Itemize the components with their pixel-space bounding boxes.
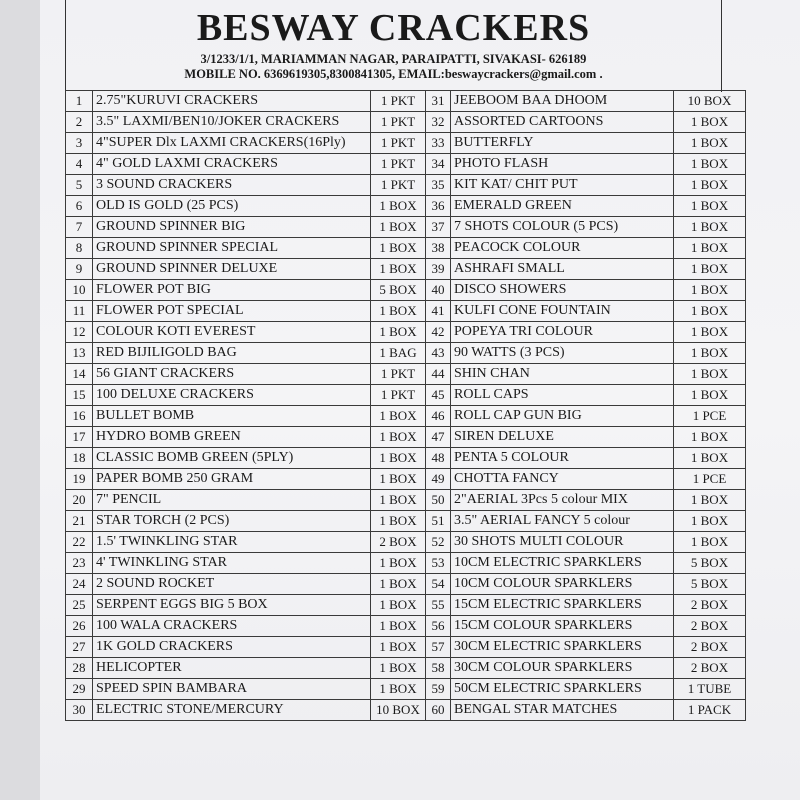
item-quantity: 2 BOX (674, 595, 746, 616)
item-name: 30CM ELECTRIC SPARKLERS (451, 637, 674, 658)
item-number: 20 (66, 490, 93, 511)
table-row (66, 553, 746, 574)
item-quantity: 1 BOX (674, 154, 746, 175)
item-quantity: 2 BOX (674, 616, 746, 637)
item-name: HYDRO BOMB GREEN (93, 427, 371, 448)
table-row (66, 511, 746, 532)
item-number: 48 (426, 448, 451, 469)
item-name: 3.5" LAXMI/BEN10/JOKER CRACKERS (93, 112, 371, 133)
item-quantity: 1 PKT (371, 154, 426, 175)
item-quantity: 1 BOX (371, 658, 426, 679)
item-quantity: 1 BOX (371, 322, 426, 343)
item-number: 54 (426, 574, 451, 595)
item-quantity: 1 BAG (371, 343, 426, 364)
item-quantity: 1 BOX (674, 238, 746, 259)
item-name: 15CM COLOUR SPARKLERS (451, 616, 674, 637)
item-number: 58 (426, 658, 451, 679)
item-quantity: 1 PKT (371, 385, 426, 406)
item-number: 25 (66, 595, 93, 616)
item-name: ROLL CAP GUN BIG (451, 406, 674, 427)
item-number: 26 (66, 616, 93, 637)
item-number: 14 (66, 364, 93, 385)
item-number: 43 (426, 343, 451, 364)
item-number: 46 (426, 406, 451, 427)
item-name: SIREN DELUXE (451, 427, 674, 448)
item-name: 7" PENCIL (93, 490, 371, 511)
table-row (66, 679, 746, 700)
item-name: PHOTO FLASH (451, 154, 674, 175)
item-number: 50 (426, 490, 451, 511)
item-number: 52 (426, 532, 451, 553)
product-table (65, 90, 746, 721)
item-quantity: 1 PKT (371, 364, 426, 385)
item-number: 57 (426, 637, 451, 658)
item-quantity: 1 BOX (371, 511, 426, 532)
item-quantity: 1 BOX (371, 238, 426, 259)
item-name: 90 WATTS (3 PCS) (451, 343, 674, 364)
table-row (66, 217, 746, 238)
item-quantity: 1 BOX (674, 385, 746, 406)
item-quantity: 1 BOX (371, 427, 426, 448)
table-row (66, 616, 746, 637)
item-quantity: 1 BOX (371, 637, 426, 658)
item-name: 3.5" AERIAL FANCY 5 colour (451, 511, 674, 532)
item-number: 7 (66, 217, 93, 238)
item-name: 10CM COLOUR SPARKLERS (451, 574, 674, 595)
item-quantity: 2 BOX (674, 637, 746, 658)
item-name: FLOWER POT SPECIAL (93, 301, 371, 322)
item-quantity: 1 BOX (674, 196, 746, 217)
item-quantity: 1 PKT (371, 91, 426, 112)
item-quantity: 1 BOX (674, 364, 746, 385)
item-number: 39 (426, 259, 451, 280)
table-row (66, 637, 746, 658)
item-name: 30 SHOTS MULTI COLOUR (451, 532, 674, 553)
item-quantity: 1 PCE (674, 406, 746, 427)
item-quantity: 1 TUBE (674, 679, 746, 700)
item-quantity: 1 PCE (674, 469, 746, 490)
item-number: 42 (426, 322, 451, 343)
item-name: 7 SHOTS COLOUR (5 PCS) (451, 217, 674, 238)
item-name: 30CM COLOUR SPARKLERS (451, 658, 674, 679)
address-line: 3/1233/1/1, MARIAMMAN NAGAR, PARAIPATTI, SIVAKASI- 626189 (200, 52, 587, 66)
item-number: 13 (66, 343, 93, 364)
table-row (66, 154, 746, 175)
item-name: 1K GOLD CRACKERS (93, 637, 371, 658)
item-name: SHIN CHAN (451, 364, 674, 385)
item-name: 2 SOUND ROCKET (93, 574, 371, 595)
table-row (66, 91, 746, 112)
table-row (66, 700, 746, 721)
item-name: PENTA 5 COLOUR (451, 448, 674, 469)
item-name: POPEYA TRI COLOUR (451, 322, 674, 343)
item-quantity: 1 BOX (371, 301, 426, 322)
item-number: 21 (66, 511, 93, 532)
item-number: 16 (66, 406, 93, 427)
item-quantity: 1 BOX (371, 217, 426, 238)
item-name: 56 GIANT CRACKERS (93, 364, 371, 385)
document-header (65, 0, 722, 92)
item-quantity: 1 BOX (371, 196, 426, 217)
item-name: BUTTERFLY (451, 133, 674, 154)
item-number: 37 (426, 217, 451, 238)
item-name: 1.5' TWINKLING STAR (93, 532, 371, 553)
item-name: PEACOCK COLOUR (451, 238, 674, 259)
item-name: ROLL CAPS (451, 385, 674, 406)
item-quantity: 1 BOX (674, 133, 746, 154)
item-quantity: 1 PKT (371, 175, 426, 196)
table-row (66, 175, 746, 196)
item-number: 5 (66, 175, 93, 196)
item-name: 2.75"KURUVI CRACKERS (93, 91, 371, 112)
item-name: HELICOPTER (93, 658, 371, 679)
item-name: GROUND SPINNER BIG (93, 217, 371, 238)
table-row (66, 406, 746, 427)
item-name: EMERALD GREEN (451, 196, 674, 217)
item-name: JEEBOOM BAA DHOOM (451, 91, 674, 112)
item-quantity: 1 BOX (674, 217, 746, 238)
table-row (66, 322, 746, 343)
item-number: 18 (66, 448, 93, 469)
table-row (66, 280, 746, 301)
table-row (66, 427, 746, 448)
item-quantity: 1 BOX (371, 595, 426, 616)
table-row (66, 343, 746, 364)
item-quantity: 1 BOX (674, 490, 746, 511)
item-number: 27 (66, 637, 93, 658)
item-number: 22 (66, 532, 93, 553)
item-number: 60 (426, 700, 451, 721)
item-name: ASHRAFI SMALL (451, 259, 674, 280)
item-name: SPEED SPIN BAMBARA (93, 679, 371, 700)
table-row (66, 448, 746, 469)
item-number: 9 (66, 259, 93, 280)
item-quantity: 1 BOX (371, 259, 426, 280)
item-quantity: 1 BOX (674, 259, 746, 280)
item-quantity: 1 BOX (371, 448, 426, 469)
item-name: GROUND SPINNER DELUXE (93, 259, 371, 280)
item-number: 35 (426, 175, 451, 196)
item-name: 100 WALA CRACKERS (93, 616, 371, 637)
item-number: 36 (426, 196, 451, 217)
item-number: 12 (66, 322, 93, 343)
item-number: 8 (66, 238, 93, 259)
item-quantity: 1 BOX (674, 280, 746, 301)
table-row (66, 658, 746, 679)
item-number: 47 (426, 427, 451, 448)
item-number: 10 (66, 280, 93, 301)
item-quantity: 10 BOX (371, 700, 426, 721)
item-quantity: 1 BOX (674, 343, 746, 364)
item-number: 11 (66, 301, 93, 322)
item-quantity: 1 PACK (674, 700, 746, 721)
table-row (66, 595, 746, 616)
table-row (66, 532, 746, 553)
table-row (66, 301, 746, 322)
contact-line: MOBILE NO. 6369619305,8300841305, EMAIL:beswaycrackers@gmail.com . (184, 67, 603, 81)
table-row (66, 238, 746, 259)
table-row (66, 133, 746, 154)
item-quantity: 1 BOX (674, 301, 746, 322)
item-name: 4"SUPER Dlx LAXMI CRACKERS(16Ply) (93, 133, 371, 154)
item-number: 6 (66, 196, 93, 217)
item-quantity: 1 BOX (674, 427, 746, 448)
item-quantity: 1 BOX (674, 175, 746, 196)
item-name: KIT KAT/ CHIT PUT (451, 175, 674, 196)
item-number: 30 (66, 700, 93, 721)
item-quantity: 1 BOX (371, 490, 426, 511)
item-number: 44 (426, 364, 451, 385)
item-quantity: 1 BOX (371, 553, 426, 574)
item-name: 3 SOUND CRACKERS (93, 175, 371, 196)
item-quantity: 10 BOX (674, 91, 746, 112)
item-quantity: 1 BOX (674, 532, 746, 553)
item-name: 100 DELUXE CRACKERS (93, 385, 371, 406)
item-quantity: 1 BOX (371, 406, 426, 427)
item-name: 2"AERIAL 3Pcs 5 colour MIX (451, 490, 674, 511)
item-number: 33 (426, 133, 451, 154)
item-quantity: 5 BOX (674, 574, 746, 595)
item-number: 19 (66, 469, 93, 490)
item-number: 28 (66, 658, 93, 679)
item-name: ASSORTED CARTOONS (451, 112, 674, 133)
item-name: KULFI CONE FOUNTAIN (451, 301, 674, 322)
company-title: BESWAY CRACKERS (196, 7, 591, 49)
item-quantity: 1 BOX (371, 679, 426, 700)
item-number: 31 (426, 91, 451, 112)
item-name: FLOWER POT BIG (93, 280, 371, 301)
item-number: 56 (426, 616, 451, 637)
item-quantity: 5 BOX (674, 553, 746, 574)
table-row (66, 112, 746, 133)
table-row (66, 196, 746, 217)
item-quantity: 1 BOX (674, 448, 746, 469)
item-name: BULLET BOMB (93, 406, 371, 427)
item-name: 4" GOLD LAXMI CRACKERS (93, 154, 371, 175)
item-number: 59 (426, 679, 451, 700)
item-number: 24 (66, 574, 93, 595)
item-number: 45 (426, 385, 451, 406)
table-row (66, 469, 746, 490)
item-number: 53 (426, 553, 451, 574)
item-name: PAPER BOMB 250 GRAM (93, 469, 371, 490)
item-number: 41 (426, 301, 451, 322)
item-name: GROUND SPINNER SPECIAL (93, 238, 371, 259)
item-quantity: 2 BOX (371, 532, 426, 553)
item-quantity: 2 BOX (674, 658, 746, 679)
item-number: 17 (66, 427, 93, 448)
item-name: 15CM ELECTRIC SPARKLERS (451, 595, 674, 616)
table-row (66, 385, 746, 406)
item-quantity: 1 BOX (371, 616, 426, 637)
item-number: 23 (66, 553, 93, 574)
item-name: 50CM ELECTRIC SPARKLERS (451, 679, 674, 700)
item-number: 29 (66, 679, 93, 700)
item-quantity: 1 BOX (371, 574, 426, 595)
item-number: 15 (66, 385, 93, 406)
table-row (66, 364, 746, 385)
item-name: CHOTTA FANCY (451, 469, 674, 490)
item-name: DISCO SHOWERS (451, 280, 674, 301)
item-number: 34 (426, 154, 451, 175)
item-name: CLASSIC BOMB GREEN (5PLY) (93, 448, 371, 469)
item-number: 38 (426, 238, 451, 259)
table-row (66, 490, 746, 511)
item-name: COLOUR KOTI EVEREST (93, 322, 371, 343)
item-name: ELECTRIC STONE/MERCURY (93, 700, 371, 721)
item-name: OLD IS GOLD (25 PCS) (93, 196, 371, 217)
item-name: RED BIJILIGOLD BAG (93, 343, 371, 364)
table-row (66, 574, 746, 595)
item-number: 49 (426, 469, 451, 490)
item-number: 4 (66, 154, 93, 175)
table-row (66, 259, 746, 280)
item-number: 32 (426, 112, 451, 133)
item-number: 51 (426, 511, 451, 532)
item-quantity: 1 BOX (371, 469, 426, 490)
item-name: STAR TORCH (2 PCS) (93, 511, 371, 532)
item-number: 1 (66, 91, 93, 112)
item-name: BENGAL STAR MATCHES (451, 700, 674, 721)
item-quantity: 1 BOX (674, 511, 746, 532)
item-quantity: 1 BOX (674, 322, 746, 343)
item-name: SERPENT EGGS BIG 5 BOX (93, 595, 371, 616)
item-name: 10CM ELECTRIC SPARKLERS (451, 553, 674, 574)
item-number: 55 (426, 595, 451, 616)
item-name: 4' TWINKLING STAR (93, 553, 371, 574)
item-quantity: 5 BOX (371, 280, 426, 301)
item-number: 3 (66, 133, 93, 154)
item-number: 2 (66, 112, 93, 133)
item-quantity: 1 PKT (371, 133, 426, 154)
item-quantity: 1 PKT (371, 112, 426, 133)
item-number: 40 (426, 280, 451, 301)
company-address (66, 52, 721, 82)
item-quantity: 1 BOX (674, 112, 746, 133)
